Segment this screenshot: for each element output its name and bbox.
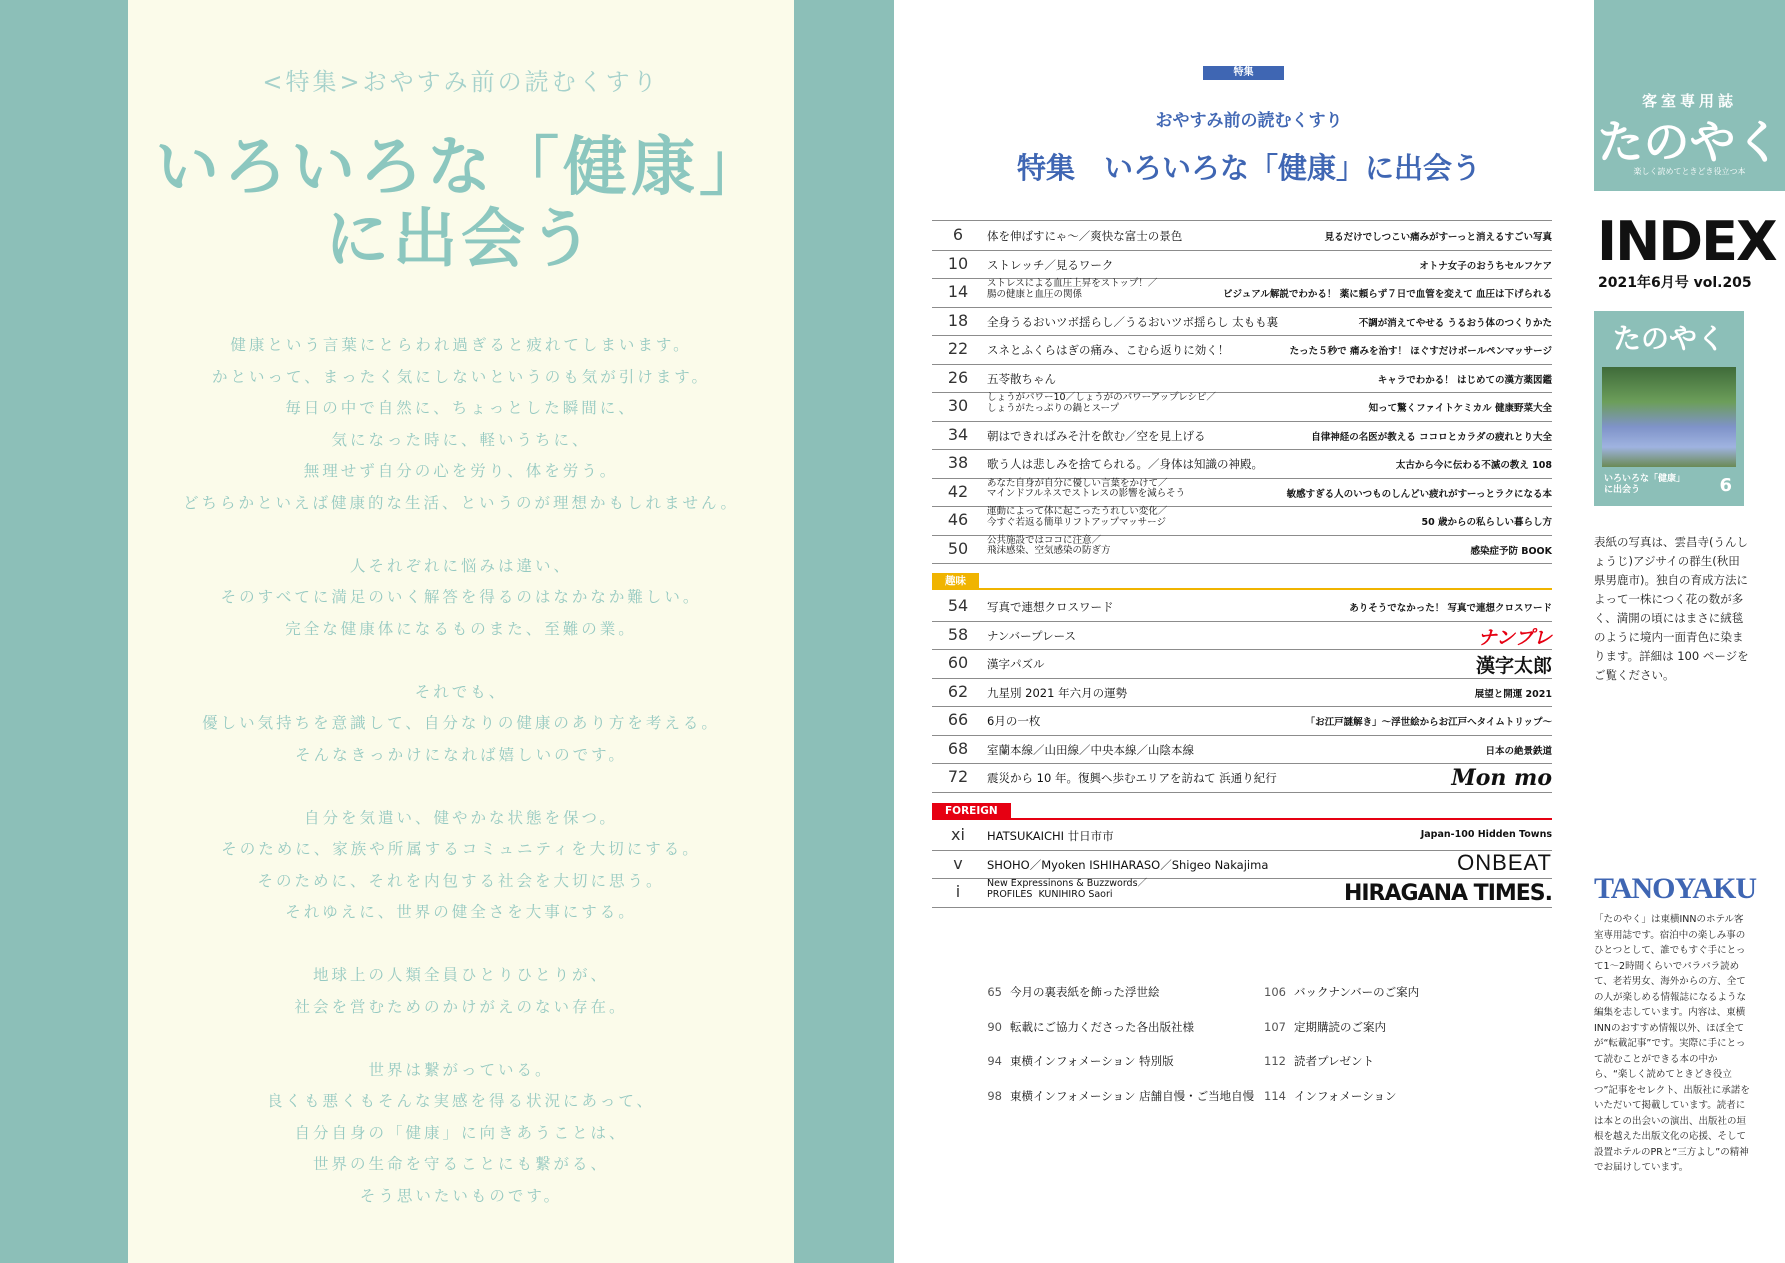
page-number: 66 [947,710,969,729]
essay-line: そのすべてに満足のいく解答を得るのはなかなか難しい。 [220,588,702,606]
article-title: 体を伸ばすにゃ～／爽快な富士の景色 [987,229,1183,243]
page-number: 14 [947,282,969,301]
essay-line: 無理せず自分の心を労り、体を労う。 [303,462,619,480]
extra-label: 今月の裏表紙を飾った浮世絵 [1010,985,1160,999]
article-title: 五苓散ちゃん [987,371,1056,386]
foreign-section-bar [932,803,1552,821]
article-title: ストレッチ／見るワーク [987,257,1114,272]
essay-line: そのために、家族や所属するコミュニティを大切にする。 [221,840,701,858]
essay-line: 世界は繋がっている。 [368,1060,554,1079]
source-book: オトナ女子のおうちセルフケア [1419,260,1552,272]
extra-item [1250,1053,1374,1069]
toc-row [932,364,1552,394]
essay-line: それゆえに、世界の健全さを大事にする。 [285,903,637,921]
extra-page-number: 98 [987,1088,1002,1103]
article-title: 全身うるおいツボ揺らし／うるおいツボ揺らし 太もも裏 [987,314,1279,329]
toc-row [932,649,1552,679]
extra-item [966,1088,1254,1104]
extra-item [966,1019,1194,1035]
essay-line: 地球上の人類全員ひとりひとりが、 [312,966,609,984]
source-book: 50 歳からの私らしい暮らし方 [1421,517,1552,528]
essay-title-line1: いろいろな「健康」 [155,131,767,205]
extra-label: 転載にご協力くださった各出版社様 [1010,1019,1194,1034]
article-title: 運動によって体に起こったうれしい変化／ 今すぐ若返る簡単リフトアップマッサージ [987,506,1168,528]
toc-row [932,706,1552,736]
source-book: 敏感すぎる人のいつものしんどい疲れがすーっとラクになる本 [1286,488,1552,500]
foreign-section-label: FOREIGN [932,803,1011,819]
thumbnail-title: いろいろな「健康」 に出会う [1604,474,1686,495]
essay-line: どちらかといえば健康的な生活、というのが理想かもしれません。 [183,493,739,512]
page-number: 46 [947,510,969,529]
toc-row [932,821,1552,851]
extra-page-number: 106 [1264,985,1286,999]
toc-row [932,221,1552,251]
source-book: ありそうでなかった！ 写真で連想クロスワード [1349,603,1552,614]
toc-row [932,307,1552,337]
essay-line: 社会を営むためのかけがえのない存在。 [294,997,628,1016]
essay-body [128,330,794,1244]
essay-line: それでも、 [414,682,508,701]
feature-heading: 特集 いろいろな「健康」に出会う [1016,151,1481,185]
source-book: 見るだけでしつこい痛みがすーっと消えるすごい写真 [1324,232,1552,243]
essay-line: 完全な健康体になるものまた、至難の業。 [285,619,637,638]
toc-row [932,621,1552,651]
extra-item [966,1053,1174,1069]
page-number: 42 [947,481,969,501]
cover-thumbnail [1594,311,1744,506]
essay-paragraph [128,803,794,929]
hobby-section-label: 趣味 [932,573,979,589]
essay-line: 気になった時に、軽いうちに、 [331,430,591,449]
extra-label: 東横インフォメーション 特別版 [1010,1054,1174,1068]
toc-row [932,735,1552,765]
page-number: 18 [947,310,969,330]
page-number: 58 [947,624,969,644]
source-book: 不調が消えてやせる うるおう体のつくりかた [1358,317,1552,329]
essay-line: 自分を気遣い、健やかな状態を保つ。 [304,808,618,827]
toc-row [932,250,1552,280]
toc-row [932,850,1552,880]
page-number: 38 [947,453,969,472]
essay-paragraph [128,960,794,1023]
essay-line: そのために、それを内包する社会を大切に思う。 [257,871,665,890]
article-title: 公共施設ではココに注意／ 飛沫感染、空気感染の防ぎ方 [987,534,1111,556]
page-number: xi [951,825,965,844]
essay-paragraph [128,1055,794,1213]
source-book: ビジュアル解説でわかる！ 薬に頼らず７日で血管を変えて 血圧は下げられる [1222,289,1552,300]
toc-row [932,449,1552,479]
essay-line: 毎日の中で自然に、ちょっとした瞬間に、 [285,399,637,417]
extra-item [1250,984,1419,1000]
extra-item [1250,1019,1386,1035]
extra-page-number: 114 [1264,1088,1286,1103]
feature-badge: 特集 [1203,66,1284,80]
article-title: あなた自身が自分に優しい言葉をかけて／ マインドフルネスでストレスの影響を減らそう [987,477,1186,499]
article-title: 震災から 10 年。復興へ歩むエリアを訪ねて 浜通り紀行 [987,771,1277,785]
toc-row [932,763,1552,793]
toc-row [932,335,1552,365]
essay-line: 自分自身の「健康」に向きあうことは、 [294,1123,628,1142]
thumbnail-logo: たのやく [1612,322,1725,355]
page-number: v [953,853,963,873]
page-number: 22 [947,339,969,358]
toc-row [932,678,1552,708]
article-title: 歌う人は悲しみを捨てられる。／身体は知識の神殿。 [987,457,1263,471]
toc-row [932,878,1552,908]
toc-row [932,421,1552,451]
hobby-section-bar [932,573,1552,591]
source-book: 展望と開運 2021 [1474,688,1552,700]
article-title: SHOHO／Myoken ISHIHARASO／Shigeo Nakajima [987,857,1269,872]
essay-line: 世界の生命を守ることにも繋がる、 [312,1155,609,1173]
issue-date: 2021年6月号 vol.205 [1598,275,1752,291]
page-number: 62 [947,681,969,701]
extra-page-number: 65 [987,985,1002,999]
extra-label: インフォメーション [1294,1088,1397,1103]
cover-logo: たのやく [1597,115,1782,169]
extra-page-number: 94 [987,1054,1002,1068]
hydrangea-photo [1602,367,1736,467]
about-text: 「たのやく」は東横INNのホテル客室専用誌です。宿泊中の楽しみ事のひとつとして、誰でもすぐ手にとって1～2時間くらいでパラパラ読めて、老若男女、海外からの方、全ての人が楽しめる情報誌になるような編集を志しています。内容は、東横INNのおすすめ情報以外、ほぼ全てが“転載記事”です。実際に手にとって読むことができる本の中から、“楽しく読めてときどき役立つ”記事をセレクト、出版社に承諾をいただいて掲載しています。読者には本との出会いの演出、出版社の垣根を越えた出版文化の応援、そして設置ホテルのPRと“三方よし”の精神でお届けしています。 [1594,914,1750,1173]
publication-logo: HIRAGANA TIMES. [1343,881,1552,906]
article-title: 漢字パズル [987,657,1045,671]
extra-page-number: 107 [1264,1019,1286,1034]
essay-line: そんなきっかけになれば嬉しいのです。 [295,745,627,764]
page-number: 72 [947,767,969,786]
page-number: 30 [947,396,969,415]
source-book: 日本の絶景鉄道 [1485,745,1552,757]
publication-logo: ONBEAT [1457,849,1552,875]
article-title: スネとふくらはぎの痛み、こむら返りに効く！ [987,343,1230,357]
center-gutter [794,0,894,1263]
extra-item [1250,1088,1396,1104]
cover-subtitle: 客室専用誌 [1641,92,1737,110]
index-title: INDEX [1597,210,1776,273]
essay-paragraph [128,330,794,519]
page-number: 26 [947,367,969,387]
page-number: 60 [947,653,969,672]
article-title: 写真で連想クロスワード [987,600,1114,614]
feature-subhead: おやすみ前の読むくすり [1155,111,1343,131]
article-title: 朝はできればみそ汁を飲む／空を見上げる [987,428,1206,443]
essay-line: そう思いたいものです。 [359,1186,563,1205]
source-book: キャラでわかる！ はじめての漢方薬図鑑 [1377,374,1552,386]
toc-row [932,278,1552,308]
article-title: 室蘭本線／山田線／中央本線／山陰本線 [987,742,1194,757]
article-title: 九星別 2021 年六月の運勢 [987,685,1128,700]
essay-line: かといって、まったく気にしないというのも気が引けます。 [212,367,710,386]
essay-line: 健康という言葉にとらわれ過ぎると疲れてしまいます。 [230,336,692,354]
essay-paragraph [128,677,794,772]
page-number: 6 [952,225,964,244]
extra-page-number: 90 [987,1019,1002,1034]
extra-label: 定期購読のご案内 [1294,1019,1386,1034]
article-title: 6月の一枚 [987,714,1041,728]
essay-paragraph [128,551,794,646]
toc-row [932,392,1552,422]
brand-wordmark: TANOYAKU [1594,872,1757,905]
source-book: 自律神経の名医が教える ココロとカラダの疲れとり大全 [1311,431,1552,443]
article-title: ストレスによる血圧上昇をストップ！／ 腸の健康と血圧の関係 [987,278,1158,300]
page-number: 10 [947,253,969,273]
cover-caption: 表紙の写真は、雲昌寺(うんしょうじ)アジサイの群生(秋田県男鹿市)。独自の育成方法によって一株につく花の数が多く、満開の頃にはまさに絨毯のように境内一面青色に染まります。詳細は 100 ページをご覧ください。 [1594,535,1749,682]
toc-row [932,506,1552,536]
page-number: 50 [947,538,969,558]
left-teal-margin [0,0,128,1263]
page-number: 68 [947,738,969,758]
extra-label: 東横インフォメーション 店舗自慢・ご当地自慢 [1010,1088,1255,1103]
article-title: ナンバープレース [987,628,1077,643]
extra-label: バックナンバーのご案内 [1294,985,1420,999]
essay-line: 優しい気持ちを意識して、自分なりの健康のあり方を考える。 [202,714,720,732]
page-number: 54 [947,596,969,615]
thumbnail-issue-number: 6 [1719,475,1732,496]
source-book: 「お江戸謎解き」～浮世絵からお江戸へタイムトリップ～ [1305,717,1552,728]
essay-line: 人それぞれに悩みは違い、 [349,556,572,575]
publication-logo: Mon mo [1451,765,1552,791]
publication-logo: 漢字太郎 [1475,655,1552,677]
source-book: たった５秒で 痛みを治す！ ほぐすだけボールペンマッサージ [1289,346,1552,357]
essay-line: 良くも悪くもそんな実感を得る状況にあって、 [266,1092,656,1110]
page-number: 34 [947,424,969,444]
cover-tagline: 楽しく読めてときどき役立つ本 [1633,167,1746,176]
toc-row [932,535,1552,565]
article-title: New Expressinons & Buzzwords／ PROFILES KUNIHIRO Saori [987,878,1148,900]
publication-logo: ナンプレ [1477,626,1552,649]
article-title: しょうがパワー10／しょうがのパワーアップレシピ／ しょうがたっぷりの鍋とスープ [987,392,1216,414]
page-number: i [955,882,961,901]
extra-item [966,984,1160,1000]
source-book: 知って驚くファイトケミカル 健康野菜大全 [1368,403,1552,414]
article-title: HATSUKAICHI 廿日市市 [987,829,1114,843]
toc-row [932,478,1552,508]
source-book: Japan-100 Hidden Towns [1420,829,1552,840]
essay-title-line2: に出会う [325,203,597,277]
source-book: 太古から今に伝わる不滅の教え 108 [1395,460,1552,471]
extra-page-number: 112 [1264,1054,1286,1068]
essay-kicker: <特集>おやすみ前の読むくすり [262,68,660,96]
extra-label: 読者プレゼント [1294,1054,1375,1068]
toc-row [932,592,1552,622]
source-book: 感染症予防 BOOK [1470,545,1552,557]
